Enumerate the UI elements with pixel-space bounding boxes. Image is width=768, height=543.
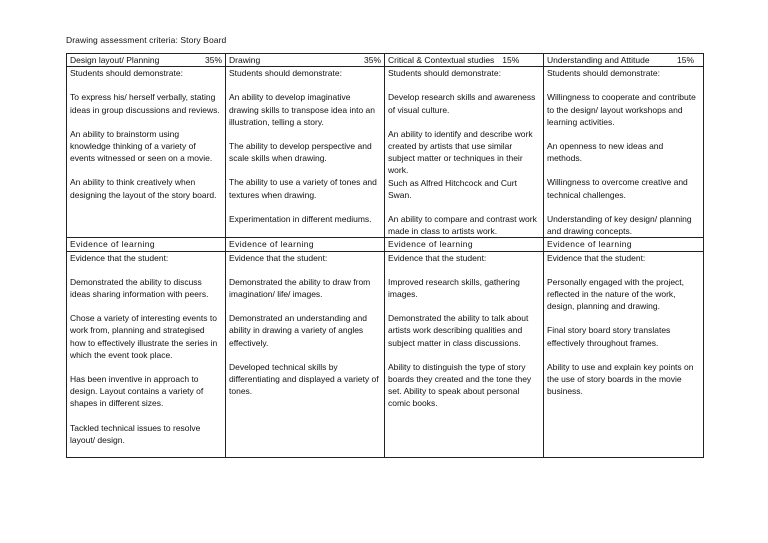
evidence-heading-row <box>67 238 704 251</box>
criteria-text: An ability to think creatively when designing the layout of the story board. <box>70 177 217 200</box>
evidence-label: Evidence that the student: <box>229 252 328 263</box>
demonstrate-label: Students should demonstrate: <box>229 68 342 79</box>
evidence-heading: Evidence of learning <box>226 238 385 251</box>
evidence-text: Ability to use and explain key points on the use of story boards in the movie business. <box>547 361 694 397</box>
column-weight: 15% <box>502 55 520 65</box>
evidence-label: Evidence that the student: <box>547 252 646 263</box>
evidence-cell <box>385 251 544 457</box>
evidence-cell <box>226 251 385 457</box>
demonstrate-cell <box>226 67 385 238</box>
evidence-text: Personally engaged with the project, reflected in the nature of the work, design, planning and drawing. <box>547 276 685 312</box>
column-weight: 35% <box>363 55 381 65</box>
evidence-text: Demonstrated the ability to talk about artists work describing qualities and subject matter in class discussions. <box>388 313 529 348</box>
demonstrate-label: Students should demonstrate: <box>547 68 660 79</box>
evidence-text: Ability to distinguish the type of story boards they created and the tone they set. Ability to speak about personal comic books. <box>388 361 532 409</box>
column-header <box>544 54 704 67</box>
evidence-cell <box>544 251 704 457</box>
column-weight: 15% <box>676 55 694 65</box>
evidence-text: Developed technical skills by differentiating and displayed a variety of tones. <box>229 361 379 397</box>
evidence-text: Final story board story translates effectively throughout frames. <box>547 325 671 348</box>
criteria-text: To express his/ herself verbally, stating ideas in group discussions and reviews. <box>70 92 220 115</box>
criteria-text: The ability to use a variety of tones and textures when drawing. <box>229 177 377 200</box>
criteria-text: The ability to develop perspective and scale skills when drawing. <box>229 141 372 164</box>
column-header-row <box>67 54 704 67</box>
criteria-text: Understanding of key design/ planning and drawing concepts. <box>547 213 692 237</box>
evidence-text: Demonstrated an understanding and ability in drawing a variety of angles effectively. <box>229 313 367 348</box>
demonstrate-cell <box>544 67 704 238</box>
column-weight: 35% <box>204 55 222 65</box>
evidence-heading: Evidence of learning <box>385 238 544 251</box>
evidence-heading: Evidence of learning <box>67 238 226 251</box>
evidence-label: Evidence that the student: <box>388 252 487 263</box>
evidence-heading: Evidence of learning <box>544 238 704 251</box>
evidence-row <box>67 251 704 457</box>
demonstrate-cell <box>67 67 226 238</box>
column-name: Drawing <box>229 55 261 65</box>
document-title: Drawing assessment criteria: Story Board <box>66 35 227 45</box>
evidence-text: Demonstrated the ability to discuss ideas sharing information with peers. <box>70 276 209 300</box>
evidence-text: Chose a variety of interesting events to work from, planning and strategised how to effectively illustrate the series in which the event took place. <box>70 313 218 360</box>
evidence-cell <box>67 251 226 457</box>
column-name: Critical & Contextual studies <box>388 55 495 65</box>
column-header <box>385 54 544 67</box>
assessment-table <box>66 53 704 458</box>
evidence-text: Improved research skills, gathering images. <box>388 276 520 300</box>
evidence-text: Demonstrated the ability to draw from imagination/ life/ images. <box>229 276 371 300</box>
column-header <box>67 54 226 67</box>
criteria-text: Such as Alfred Hitchcock and Curt Swan. <box>388 177 517 200</box>
criteria-text: Willingness to cooperate and contribute to the design/ layout workshops and learning activities. <box>547 92 696 127</box>
demonstrate-label: Students should demonstrate: <box>70 68 183 79</box>
criteria-text: An ability to compare and contrast work made in class to artists work. <box>388 214 537 237</box>
evidence-text: Tackled technical issues to resolve layout/ design. <box>70 422 201 445</box>
criteria-text: An ability to brainstorm using knowledge thinking of a variety of events witnessed or seen on a movie. <box>70 128 213 164</box>
criteria-text: Willingness to overcome creative and technical challenges. <box>547 177 688 200</box>
evidence-label: Evidence that the student: <box>70 252 169 263</box>
demonstrate-row <box>67 67 704 238</box>
column-name: Understanding and Attitude <box>547 55 650 65</box>
evidence-text: Has been inventive in approach to design. Layout contains a variety of shapes in different sizes. <box>70 374 204 409</box>
demonstrate-cell <box>385 67 544 238</box>
demonstrate-label: Students should demonstrate: <box>388 68 501 79</box>
criteria-text: An ability to identify and describe work created by artists that use similar subject matter or techniques in their work. <box>388 128 533 176</box>
column-header <box>226 54 385 67</box>
criteria-text: Experimentation in different mediums. <box>229 213 372 224</box>
criteria-text: Develop research skills and awareness of visual culture. <box>388 92 536 115</box>
column-name: Design layout/ Planning <box>70 55 160 65</box>
criteria-text: An openness to new ideas and methods. <box>547 141 664 164</box>
criteria-text: An ability to develop imaginative drawing skills to transpose idea into an illustration, telling a story. <box>229 92 375 127</box>
